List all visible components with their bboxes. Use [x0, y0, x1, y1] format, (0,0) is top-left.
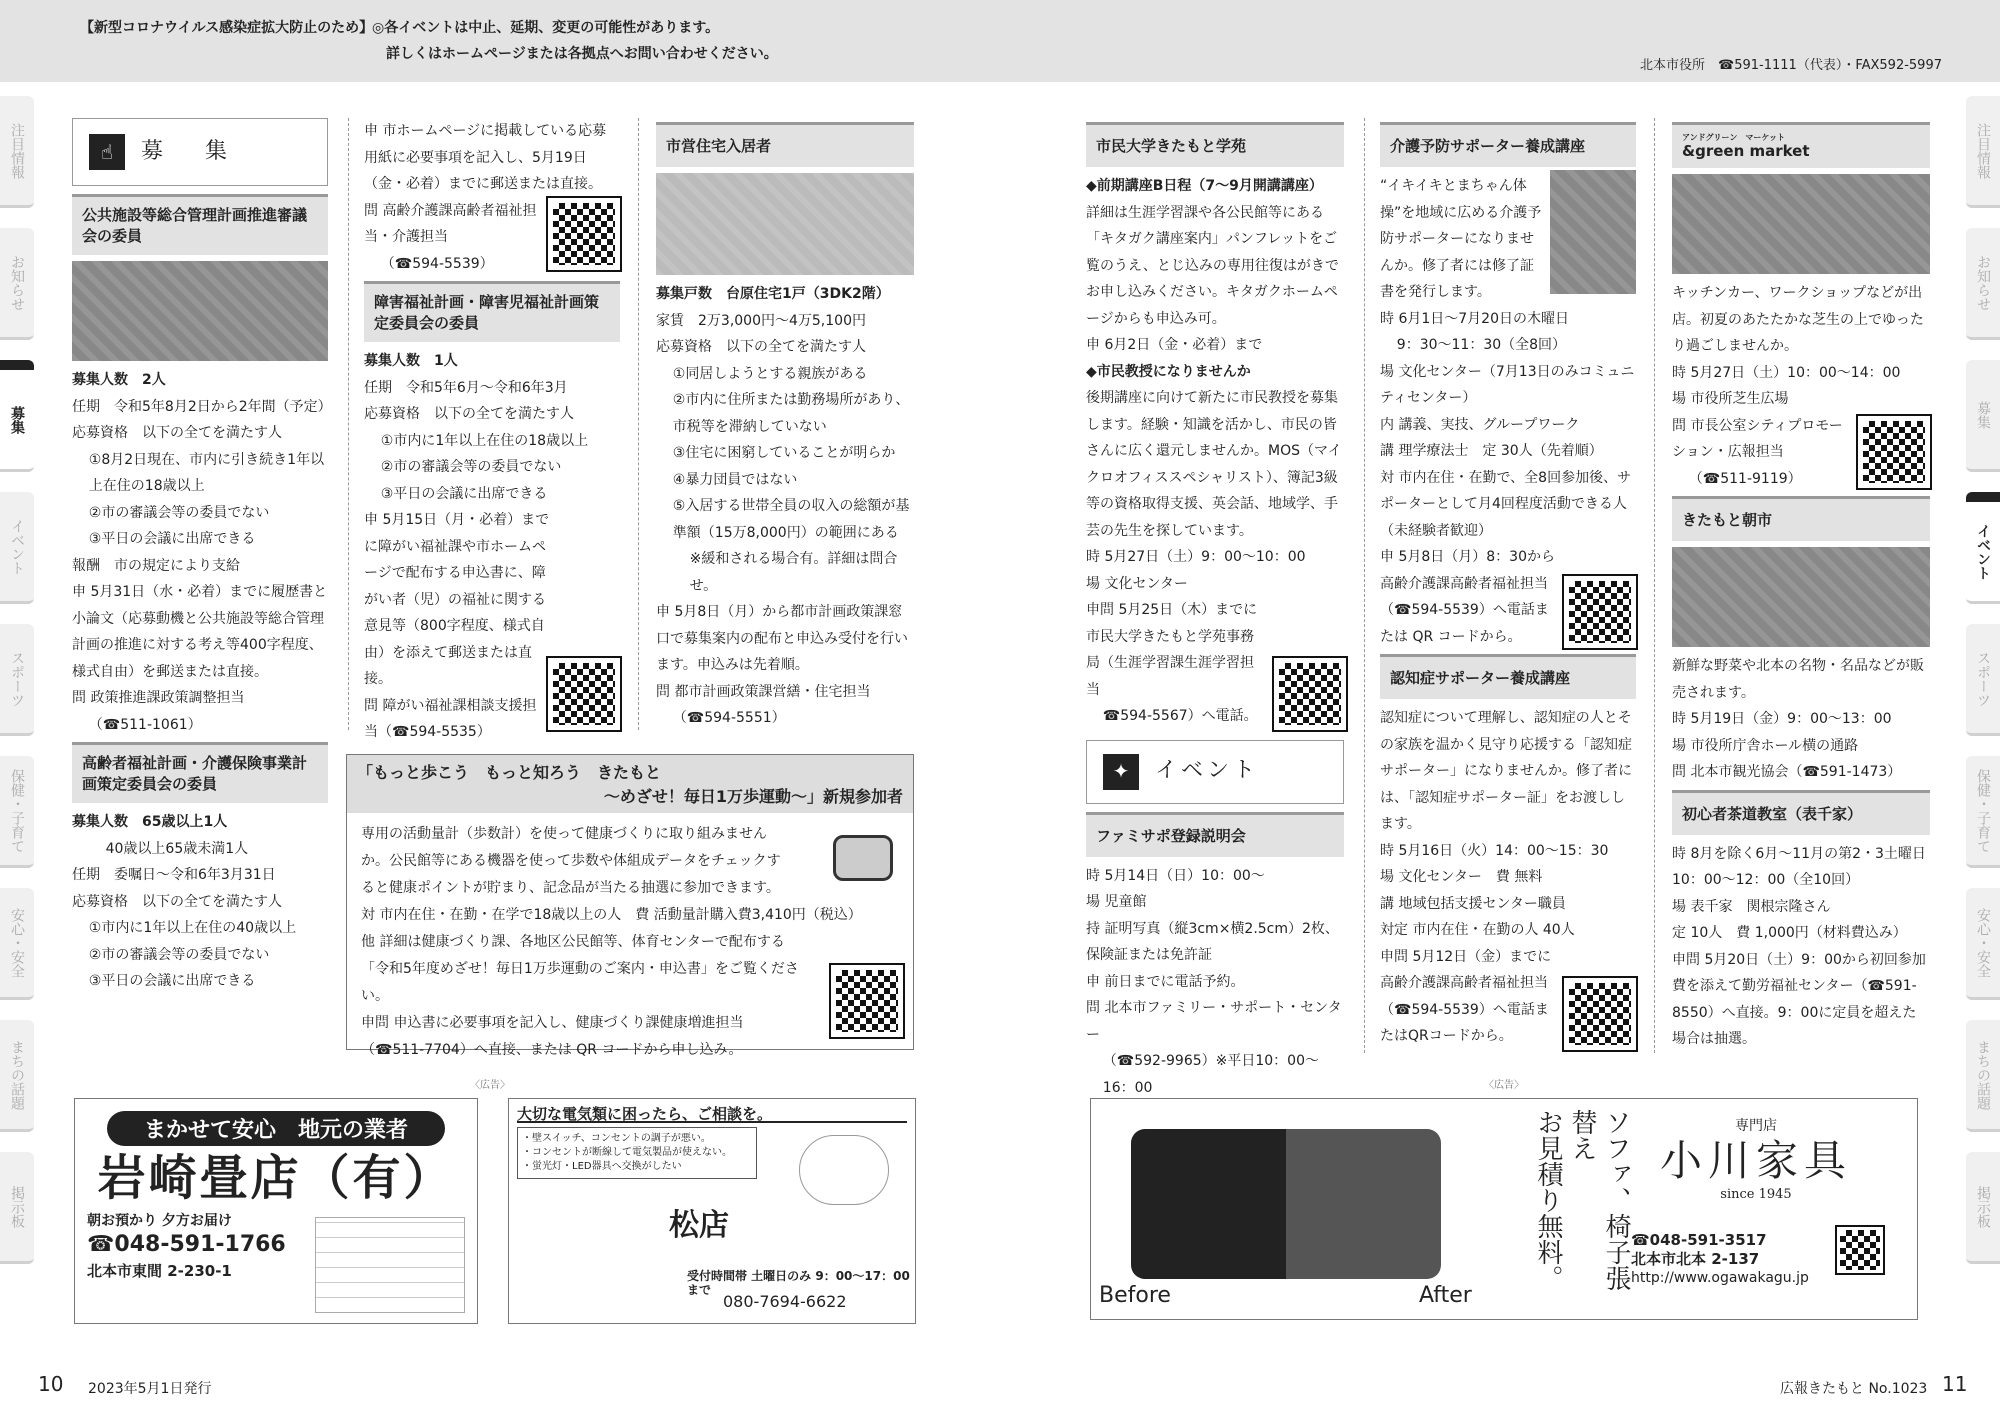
side-tab-board[interactable]: 掲示板 [1966, 1152, 2000, 1264]
col-recruit-2: 申 市ホームページに掲載している応募用紙に必要事項を記入し、5月19日（金・必着）までに郵送または直接。 問 高齢介護課高齢者福祉担当・介護担当 （☎594-5539） 障害福祉計画・障害児福祉計画策定委員会の委員 募集人数 1人 任期 令和5年6月～令和6年3月 応募資格 以下の全てを満たす人 ①市内に1年以上在住の18歳以上 ②市の審議会等の委員でない ③平日の会議に出席できる 申 5月15日（月・必着）までに障がい福祉課や市ホームページで配布する申込書に、障がい者（児）の福祉に関する意見等（800字程度、様式自由）を添えて郵送または直接。 問 障がい福祉課相談支援担当（☎594-5535） [364, 118, 620, 730]
page-number-right: 11 [1942, 1372, 1968, 1396]
speech-bubble-icon [799, 1135, 889, 1205]
heading-disability-welfare-committee: 障害福祉計画・障害児福祉計画策定委員会の委員 [364, 281, 620, 342]
side-tab-news[interactable]: お知らせ [0, 228, 34, 340]
col-events-2: 介護予防サポーター養成講座 “イキイキとまちゃん体操”を地域に広める介護予防サポーターになりませんか。修了者には修了証書を発行します。 時 6月1日～7月20日の木曜日 9：30～11：30（全8回） 場 文化センター（7月13日のみコミュニティセンター） 内 講義、実技、グループワーク 講 理学療法士 定 30人（先着順） 対 市内在住・在勤で、全8回参加後、サポーターとして月4回程度活動できる人（未経験者歓迎） 申 5月8日（月）8：30から高齢介護課高齢者福祉担当（☎594-5539）へ電話または QR コードから。 認知症サポーター養成講座 認知症について理解し、認知症の人とその家族を温かく見守り応援する「認知症サポーター」になりませんか。修了者には、「認知症サポーター証」をお渡しします。 時 5月16日（火）14：00～15：30 場 文化センター 費 無料 講 地域包括支援センター職員 対定 市内在住・在勤の人 40人 申問 5月12日（金）までに高齢介護課高齢者福祉担当（☎594-5539）へ電話またはQRコードから。 [1380, 118, 1636, 1053]
dash-divider [638, 118, 639, 730]
col-events-3: アンドグリーン マーケット &green market キッチンカー、ワークショップなどが出店。初夏のあたたかな芝生の上でゆったり過ごしませんか。 時 5月27日（土）10：00～14：00 場 市役所芝生広場 問 市長公室シティプロモーション・広報担当 （☎511-9119） きたもと朝市 新鮮な野菜や北本の名物・名品などが販売されます。 時 5月19日（金）9：00～13：00 場 市役所庁舎ホール横の通路 問 北本市観光協会（☎591-1473） 初心者茶道教室（表千家） 時 8月を除く6月～11月の第2・3土曜日 10：00～12：00（全10回） 場 表千家 関根宗隆さん 定 10人 費 1,000円（材料費込み） 申問 5月20日（土）9：00から初回参加費を添えて勤労福祉センター（☎591-8550）へ直接。9：00に定員を超えた場合は抽選。 [1672, 118, 1930, 1053]
side-tab-featured[interactable]: 注目情報 [0, 96, 34, 208]
notice-title: 【新型コロナウイルス感染症拡大防止のため】 [80, 20, 374, 36]
pointing-hand-icon: ☝ [89, 134, 125, 170]
walking-campaign-box: 「もっと歩こう もっと知ろう きたもと ～めざせ！毎日1万歩運動～」新規参加者 専用の活動量計（歩数計）を使って健康づくりに取り組みませんか。公民館等にある機器を使って歩数や体組成データをチェックすると健康ポイントが貯まり、記念品が当たる抽選に参加できます。 対 市内在住・在勤・在学で18歳以上の人 費 活動量計購入費3,410円（税込） 他 詳細は健康づくり課、各地区公民館等、体育センターで配布する「令和5年度めざせ！毎日1万歩運動のご案内・申込書」をご覧ください。 申問 申込書に必要事項を記入し、健康づくり課健康増進担当 （☎511-7704）へ直接、または QR コードから申し込み。 [346, 754, 914, 1050]
heading-dementia-supporter: 認知症サポーター養成講座 [1380, 654, 1636, 699]
heading-facility-committee: 公共施設等総合管理計画推進審議会の委員 [72, 194, 328, 255]
ad-iwasaki-tatami[interactable]: まかせて安心 地元の業者 岩崎畳店（有） 朝お預かり 夕方お届け ☎048-591-1766 北本市東間 2-230-1 [74, 1098, 478, 1324]
side-tab-featured[interactable]: 注目情報 [1966, 96, 2000, 208]
side-tab-safety[interactable]: 安心・安全 [1966, 888, 2000, 1000]
notice-line-2: 詳しくはホームページまたは各拠点へお問い合わせください。 [386, 46, 778, 62]
side-tab-town-topics[interactable]: まちの話題 [0, 1020, 34, 1132]
side-tab-news[interactable]: お知らせ [1966, 228, 2000, 340]
qr-code[interactable] [548, 198, 620, 270]
qr-code[interactable] [548, 658, 620, 730]
meeting-photo [72, 261, 328, 361]
publication-title: 広報きたもと No.1023 [1780, 1381, 1928, 1397]
top-notice-bar [0, 0, 2000, 82]
qr-code[interactable] [1858, 416, 1930, 488]
qr-code[interactable] [1837, 1227, 1883, 1273]
side-tab-events[interactable]: イベント [1966, 492, 2000, 604]
ad-label: 〈広告〉 [470, 1080, 510, 1091]
heading-green-market: アンドグリーン マーケット &green market [1672, 122, 1930, 168]
qr-code[interactable] [1564, 576, 1636, 648]
heading-care-prevention: 介護予防サポーター養成講座 [1380, 122, 1636, 167]
dash-divider [348, 118, 349, 730]
heading-tea-ceremony: 初心者茶道教室（表千家） [1672, 790, 1930, 835]
apartment-building-illustration [656, 173, 914, 275]
ad-ogawa-furniture[interactable]: Before After ソファ、椅子張替え お見積り無料。 専門店 小川家具 since 1945 ☎048-591-3517 北本市北本 2-137 http://www.ogawakagu.jp [1090, 1098, 1918, 1320]
notice-line-1: ◎各イベントは中止、延期、変更の可能性があります。 [372, 20, 720, 36]
dash-divider [1364, 118, 1365, 1053]
side-tab-recruit[interactable]: 募集 [0, 360, 34, 472]
dash-divider [1654, 118, 1655, 1053]
side-tab-town-topics[interactable]: まちの話題 [1966, 1020, 2000, 1132]
side-tab-recruit[interactable]: 募集 [1966, 360, 2000, 472]
side-tab-sports[interactable]: スポーツ [0, 624, 34, 736]
exercise-photo [1550, 170, 1636, 294]
page-number-left: 10 [38, 1372, 64, 1396]
col-recruit-1: ☝ 募 集 公共施設等総合管理計画推進審議会の委員 募集人数 2人 任期 令和5年8月2日から2年間（予定） 応募資格 以下の全てを満たす人 ①8月2日現在、市内に引き続き1年以上在住の18歳以上 ②市の審議会等の委員でない ③平日の会議に出席できる 報酬 市の規定により支給 申 5月31日（水・必着）までに履歴書と小論文（応募動機と公共施設等総合管理計画の推進に対する考え等400字程度、様式自由）を郵送または直接。 問 政策推進課政策調整担当 （☎511-1061） 高齢者福祉計画・介護保険事業計画策定委員会の委員 募集人数 65歳以上1人 40歳以上65歳未満1人 任期 委嘱日～令和6年3月31日 応募資格 以下の全てを満たす人 ①市内に1年以上在住の40歳以上 ②市の審議会等の委員でない ③平日の会議に出席できる [72, 118, 328, 1053]
col-recruit-3: 市営住宅入居者 募集戸数 台原住宅1戸（3DK2階） 家賃 2万3,000円～4万5,100円 応募資格 以下の全てを満たす人 ①同居しようとする親族がある ②市内に住所または勤務場所があり、市税等を滞納していない ③住宅に困窮していることが明らか ④暴力団員ではない ⑤入居する世帯全員の収入の総額が基準額（15万8,000円）の範囲にある ※緩和される場合有。詳細は問合せ。 申 5月8日（月）から都市計画政策課窓口で募集案内の配布と申込み受付を行います。申込みは先着順。 問 都市計画政策課営繕・住宅担当 （☎594-5551） [656, 118, 914, 730]
ad-label: 〈広告〉 [1484, 1080, 1524, 1091]
ad-matsu-electric[interactable]: 大切な電気類に困ったら、ご相談を。 ・壁スイッチ、コンセントの調子が悪い。 ・コンセントが断線して電気製品が使えない。 ・蛍光灯・LED器具へ交換がしたい 松店 受付時間帯 土曜日のみ 9：00～17：00まで 080-7694-6622 [508, 1098, 916, 1324]
issue-date: 2023年5月1日発行 [88, 1381, 212, 1397]
qr-code[interactable] [831, 965, 903, 1037]
side-tab-health[interactable]: 保健・子育て [0, 756, 34, 868]
side-tab-safety[interactable]: 安心・安全 [0, 888, 34, 1000]
heading-family-support: ファミサポ登録説明会 [1086, 812, 1344, 857]
market-photo [1672, 174, 1930, 274]
shop-map [315, 1217, 465, 1313]
heading-municipal-housing: 市営住宅入居者 [656, 122, 914, 167]
col-events-1: 市民大学きたもと学苑 ◆前期講座B日程（7～9月開講講座） 詳細は生涯学習課や各公民館等にある「キタガク講座案内」パンフレットをご覧のうえ、とじ込みの専用往復はがきでお申し込みください。キタガクホームページからも申込み可。 申 6月2日（金・必着）まで ◆市民教授になりませんか 後期講座に向けて新たに市民教授を募集します。経験・知識を活かし、市民の皆さんに広く還元しませんか。MOS（マイクロオフィススペシャリスト）、簿記3級等の資格取得支援、英会話、地域学、手芸の先生を探しています。 時 5月27日（土）9：00～10：00 場 文化センター 申問 5月25日（木）までに市民大学きたもと学苑事務局（生涯学習課生涯学習担当 ☎594-5567）へ電話。 ✦ イベント ファミサポ登録説明会 時 5月14日（日）10：00～ 場 児童館 持 証明写真（縦3cm×横2.5cm）2枚、保険証または免許証 申 前日までに電話予約。 問 北本市ファミリー・サポート・センター （☎592-9965）※平日10：00～16：00 [1086, 118, 1344, 1053]
side-tab-sports[interactable]: スポーツ [1966, 624, 2000, 736]
qr-code[interactable] [1274, 658, 1346, 730]
section-events: ✦ イベント [1086, 740, 1344, 804]
sofa-photo [1131, 1129, 1441, 1279]
side-tab-board[interactable]: 掲示板 [0, 1152, 34, 1264]
sparkle-icon: ✦ [1103, 754, 1139, 790]
qr-code[interactable] [1564, 978, 1636, 1050]
city-hall-contact: 北本市役所 ☎591-1111（代表）・FAX592-5997 [1640, 58, 1942, 73]
morning-market-photo [1672, 547, 1930, 647]
section-recruit: ☝ 募 集 [72, 118, 328, 186]
heading-citizens-university: 市民大学きたもと学苑 [1086, 122, 1344, 167]
pedometer-icon [833, 835, 893, 881]
side-tab-events[interactable]: イベント [0, 492, 34, 604]
heading-morning-market: きたもと朝市 [1672, 496, 1930, 541]
heading-elderly-welfare-committee: 高齢者福祉計画・介護保険事業計画策定委員会の委員 [72, 742, 328, 803]
side-tab-health[interactable]: 保健・子育て [1966, 756, 2000, 868]
